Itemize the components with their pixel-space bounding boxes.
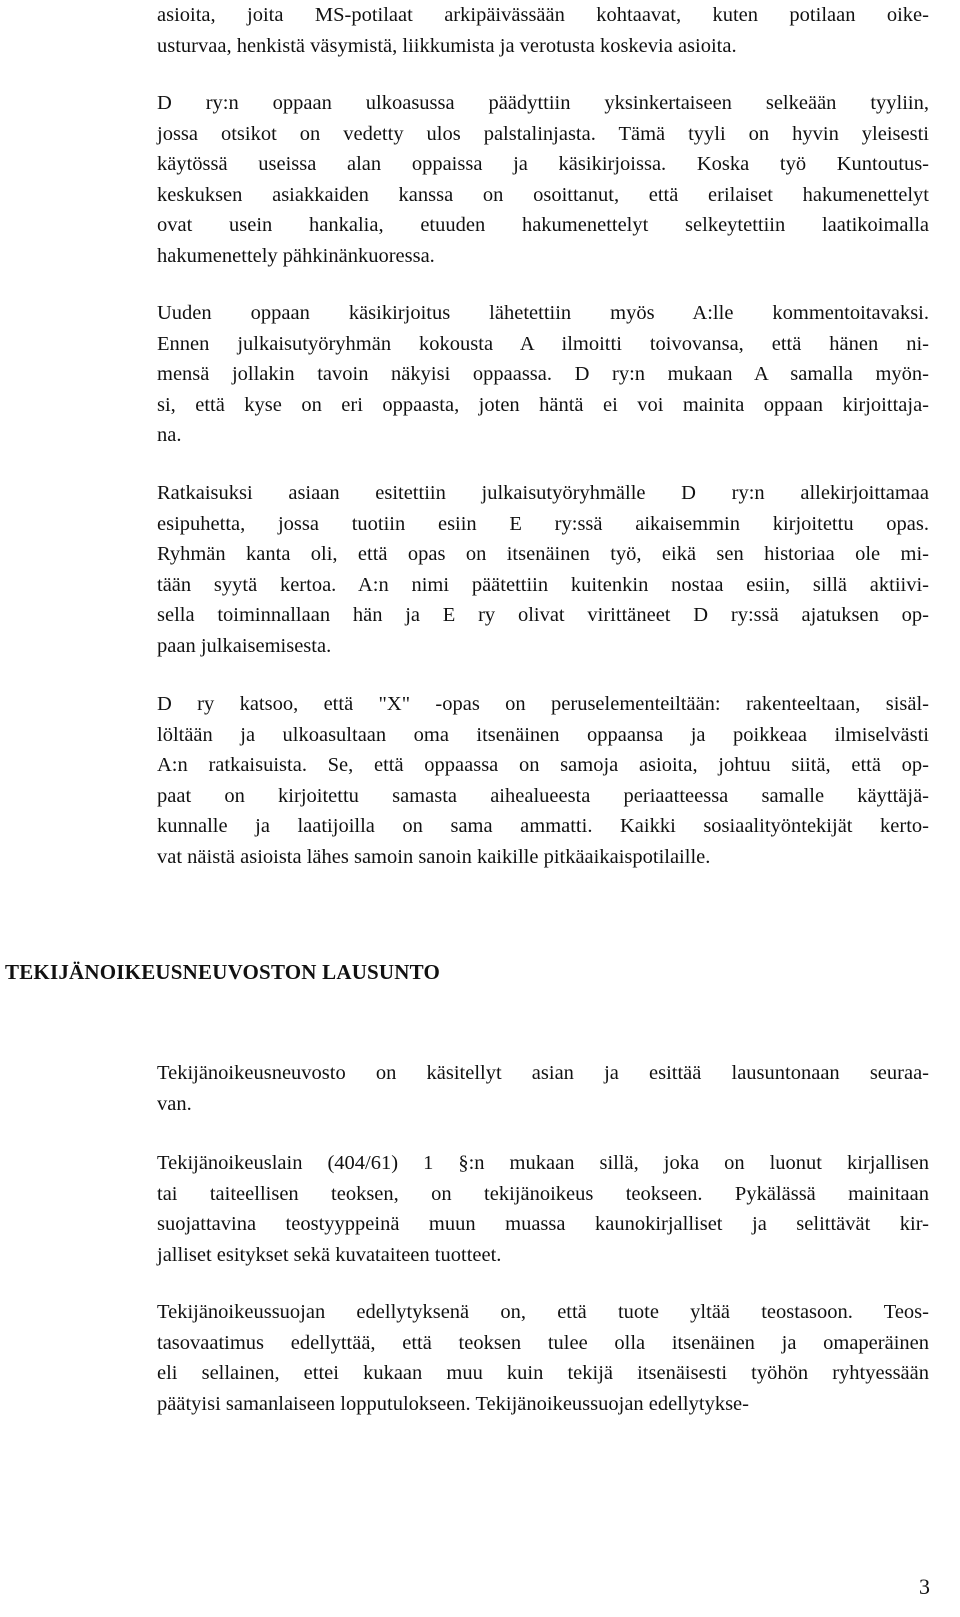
text-line: ovat usein hankalia, etuuden hakumenettelyt selkeytettiin laatikoimalla	[157, 214, 929, 236]
text-line: A:n ratkaisuista. Se, että oppaassa on samoja asioita, johtuu siitä, että op-	[157, 754, 929, 776]
text-line: Ryhmän kanta oli, että opas on itsenäinen työ, eikä sen historiaa ole mi-	[157, 543, 929, 565]
paragraph-1	[157, 0, 929, 61]
paragraph-6	[157, 1058, 929, 1119]
paragraph-7	[157, 1148, 929, 1270]
text-line: D ry katsoo, että "X" -opas on peruselementeiltään: rakenteeltaan, sisäl-	[157, 693, 929, 715]
text-line: paan julkaisemisesta.	[157, 634, 332, 657]
text-line: Tekijänoikeussuojan edellytyksenä on, että tuote yltää teostasoon. Teos-	[157, 1301, 929, 1323]
paragraph-5	[157, 689, 929, 872]
text-line: jossa otsikot on vedetty ulos palstalinjasta. Tämä tyyli on hyvin yleisesti	[157, 122, 929, 145]
text-line: käytössä useissa alan oppaissa ja käsikirjoissa. Koska työ Kuntoutus-	[157, 153, 929, 175]
paragraph-4	[157, 478, 929, 661]
text-line: tai taiteellisen teoksen, on tekijänoikeus teokseen. Pykälässä mainitaan	[157, 1182, 929, 1205]
text-line: eli sellainen, ettei kukaan muu kuin tekijä itsenäisesti työhön ryhtyessään	[157, 1362, 929, 1384]
text-line: päätyisi samanlaiseen lopputulokseen. Tekijänoikeussuojan edellytykse-	[157, 1392, 749, 1415]
text-line: Ennen julkaisutyöryhmän kokousta A ilmoitti toivovansa, että hänen ni-	[157, 332, 929, 355]
text-line: Ratkaisuksi asiaan esitettiin julkaisutyöryhmälle D ry:n allekirjoittamaa	[157, 482, 929, 504]
text-line: usturvaa, henkistä väsymistä, liikkumista ja verotusta koskevia asioita.	[157, 34, 737, 57]
text-line: keskuksen asiakkaiden kanssa on osoittanut, että erilaiset hakumenettelyt	[157, 183, 929, 206]
text-line: löltään ja ulkoasultaan oma itsenäinen oppaansa ja poikkeaa ilmiselvästi	[157, 723, 929, 746]
section-heading: TEKIJÄNOIKEUSNEUVOSTON LAUSUNTO	[5, 960, 441, 984]
text-line: vat näistä asioista lähes samoin sanoin kaikille pitkäaikaispotilaille.	[157, 845, 711, 868]
text-line: kunnalle ja laatijoilla on sama ammatti. Kaikki sosiaalityöntekijät kerto-	[157, 815, 929, 837]
text-line: na.	[157, 424, 182, 446]
text-line: Tekijänoikeusneuvosto on käsitellyt asian ja esittää lausuntonaan seuraa-	[157, 1062, 929, 1084]
text-line: jalliset esitykset sekä kuvataiteen tuotteet.	[157, 1243, 502, 1266]
text-line: hakumenettely pähkinänkuoressa.	[157, 244, 435, 267]
paragraph-8	[157, 1297, 929, 1419]
text-line: Tekijänoikeuslain (404/61) 1 §:n mukaan sillä, joka on luonut kirjallisen	[157, 1152, 929, 1174]
text-line: asioita, joita MS-potilaat arkipäivässään kohtaavat, kuten potilaan oike-	[157, 4, 929, 26]
text-line: van.	[157, 1092, 192, 1115]
paragraph-3	[157, 298, 929, 451]
text-line: si, että kyse on eri oppaasta, joten häntä ei voi mainita oppaan kirjoittaja-	[157, 393, 929, 416]
page-number: 3	[919, 1574, 930, 1599]
text-line: mensä jollakin tavoin näkyisi oppaassa. D ry:n mukaan A samalla myön-	[157, 363, 929, 385]
text-line: esipuhetta, jossa tuotiin esiin E ry:ssä aikaisemmin kirjoitettu opas.	[157, 512, 929, 535]
paragraph-2	[157, 88, 929, 271]
text-line: tasovaatimus edellyttää, että teoksen tulee olla itsenäinen ja omaperäinen	[157, 1331, 929, 1354]
text-line: D ry:n oppaan ulkoasussa päädyttiin yksinkertaiseen selkeään tyyliin,	[157, 92, 929, 114]
text-line: suojattavina teostyyppeinä muun muassa kaunokirjalliset ja selittävät kir-	[157, 1213, 929, 1235]
text-line: tään syytä kertoa. A:n nimi päätettiin kuitenkin nostaa esiin, sillä aktiivi-	[157, 573, 929, 596]
text-line: sella toiminnallaan hän ja E ry olivat virittäneet D ry:ssä ajatuksen op-	[157, 604, 929, 626]
text-line: paat on kirjoitettu samasta aihealueesta periaatteessa samalle käyttäjä-	[157, 784, 929, 807]
text-line: Uuden oppaan käsikirjoitus lähetettiin myös A:lle kommentoitavaksi.	[157, 302, 929, 324]
